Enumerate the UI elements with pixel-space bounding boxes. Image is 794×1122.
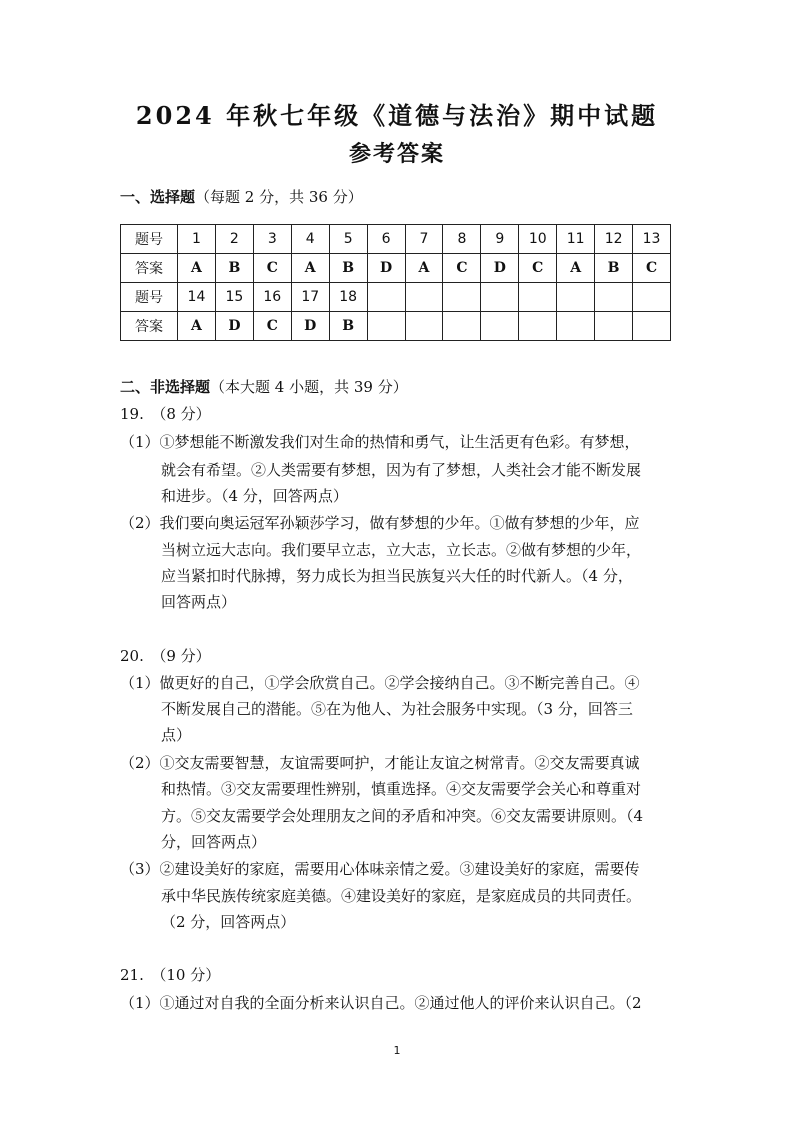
row-label: 答案: [121, 254, 178, 283]
row-label: 题号: [121, 225, 178, 254]
table-cell: [557, 312, 595, 341]
table-cell: 2: [215, 225, 253, 254]
table-cell: [481, 283, 519, 312]
answer-line: 方。⑤交友需要学会处理朋友之间的矛盾和冲突。⑥交友需要讲原则。（4: [161, 807, 644, 825]
answer-line: （3）②建设美好的家庭，需要用心体味亲情之爱。③建设美好的家庭，需要传: [120, 860, 640, 878]
table-cell: 17: [291, 283, 329, 312]
table-cell: A: [178, 254, 216, 283]
section-heading-nonchoice: [120, 376, 408, 397]
table-cell: [595, 283, 633, 312]
answer-table: [120, 224, 671, 341]
table-cell: 13: [633, 225, 671, 254]
section-note: （本大题 4 小题，共 39 分）: [210, 378, 408, 396]
section-title: 一、选择题: [120, 188, 196, 206]
table-cell: [405, 283, 443, 312]
table-cell: [519, 283, 557, 312]
section-title: 二、非选择题: [120, 378, 211, 396]
row-label: 答案: [121, 312, 178, 341]
table-cell: C: [443, 254, 481, 283]
table-cell: 4: [291, 225, 329, 254]
table-cell: A: [557, 254, 595, 283]
table-cell: [405, 312, 443, 341]
table-cell: 5: [329, 225, 367, 254]
table-cell: B: [329, 254, 367, 283]
answer-line: 当树立远大志向。我们要早立志，立大志，立长志。②做有梦想的少年，: [161, 541, 642, 559]
page-title: 2024 年秋七年级《道德与法治》期中试题: [135, 101, 659, 130]
table-cell: 7: [405, 225, 443, 254]
table-cell: D: [367, 254, 405, 283]
table-cell: A: [178, 312, 216, 341]
page-number: 1: [393, 1044, 401, 1057]
answer-line: 分，回答两点）: [161, 833, 267, 851]
table-row: [121, 312, 671, 341]
answer-line: 应当紧扣时代脉搏，努力成长为担当民族复兴大任的时代新人。（4 分，: [161, 567, 633, 585]
table-row: [121, 283, 671, 312]
table-cell: 16: [253, 283, 291, 312]
table-cell: 1: [178, 225, 216, 254]
section-note: （每题 2 分，共 36 分）: [195, 188, 363, 206]
table-cell: C: [253, 312, 291, 341]
page-subtitle: 参考答案: [348, 141, 445, 167]
answer-line: （2 分，回答两点）: [161, 913, 296, 931]
table-cell: D: [215, 312, 253, 341]
table-cell: [633, 312, 671, 341]
table-row: [121, 254, 671, 283]
answer-line: 和进步。（4 分，回答两点）: [161, 487, 348, 505]
table-cell: 15: [215, 283, 253, 312]
table-cell: B: [329, 312, 367, 341]
table-cell: [481, 312, 519, 341]
table-cell: C: [519, 254, 557, 283]
table-cell: [367, 312, 405, 341]
section-heading-choice: [120, 186, 363, 207]
table-cell: 10: [519, 225, 557, 254]
answer-line: 点）: [161, 726, 192, 744]
answer-line: （1）做更好的自己，①学会欣赏自己。②学会接纳自己。③不断完善自己。④: [120, 674, 640, 692]
table-cell: [519, 312, 557, 341]
table-cell: C: [633, 254, 671, 283]
question-19-heading: 19. （8 分）: [120, 405, 211, 423]
table-cell: [557, 283, 595, 312]
question-20-heading: 20. （9 分）: [120, 647, 211, 665]
table-cell: 12: [595, 225, 633, 254]
table-cell: 3: [253, 225, 291, 254]
table-cell: 6: [367, 225, 405, 254]
question-21-heading: 21. （10 分）: [120, 966, 221, 984]
table-cell: A: [291, 254, 329, 283]
table-cell: B: [215, 254, 253, 283]
answer-line: 回答两点）: [161, 593, 237, 611]
table-cell: 11: [557, 225, 595, 254]
table-cell: [367, 283, 405, 312]
answer-line: （1）①梦想能不断激发我们对生命的热情和勇气，让生活更有色彩。有梦想，: [120, 433, 640, 451]
table-cell: 18: [329, 283, 367, 312]
answer-line: （2）我们要向奥运冠军孙颖莎学习，做有梦想的少年。①做有梦想的少年，应: [120, 514, 640, 532]
table-row: [121, 225, 671, 254]
table-cell: 14: [178, 283, 216, 312]
answer-line: （1）①通过对自我的全面分析来认识自己。②通过他人的评价来认识自己。（2: [120, 994, 642, 1012]
table-cell: 8: [443, 225, 481, 254]
table-cell: 9: [481, 225, 519, 254]
answer-line: （2）①交友需要智慧，友谊需要呵护，才能让友谊之树常青。②交友需要真诚: [120, 754, 640, 772]
answer-line: 不断发展自己的潜能。⑤在为他人、为社会服务中实现。（3 分，回答三: [161, 700, 633, 718]
table-cell: B: [595, 254, 633, 283]
table-cell: [443, 312, 481, 341]
answer-line: 承中华民族传统家庭美德。④建设美好的家庭，是家庭成员的共同责任。: [161, 887, 642, 905]
table-cell: C: [253, 254, 291, 283]
row-label: 题号: [121, 283, 178, 312]
table-cell: [443, 283, 481, 312]
table-cell: [595, 312, 633, 341]
table-cell: D: [481, 254, 519, 283]
answer-line: 和热情。③交友需要理性辨别，慎重选择。④交友需要学会关心和尊重对: [161, 780, 642, 798]
answer-line: 就会有希望。②人类需要有梦想，因为有了梦想，人类社会才能不断发展: [161, 461, 642, 479]
table-cell: D: [291, 312, 329, 341]
table-cell: A: [405, 254, 443, 283]
table-cell: [633, 283, 671, 312]
